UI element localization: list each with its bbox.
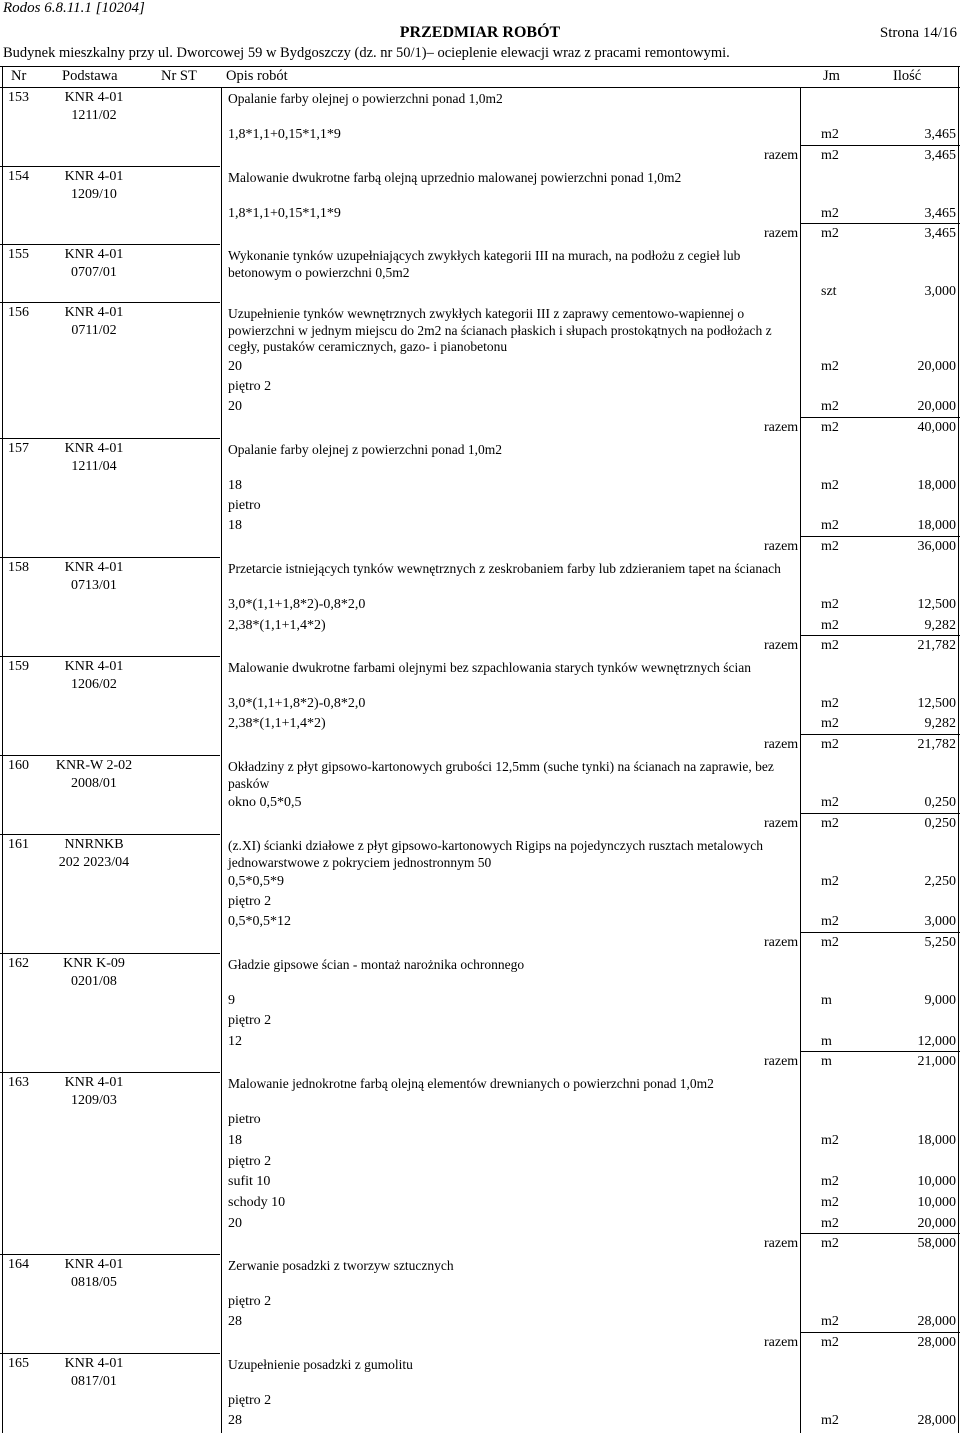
- total-label: razem: [764, 638, 799, 653]
- document-title: PRZEDMIAR ROBÓT: [399, 24, 561, 41]
- unit-value: m2: [821, 478, 839, 493]
- row-separator: [0, 1353, 220, 1354]
- calc-line: 18: [228, 1133, 242, 1148]
- unit-value: m: [821, 1054, 832, 1069]
- item-basis-code: KNR K-09: [63, 956, 125, 971]
- calc-line: 9: [228, 993, 235, 1008]
- unit-value: m2: [821, 1216, 839, 1231]
- unit-value: m: [821, 1034, 832, 1049]
- row-separator: [0, 834, 220, 835]
- row-separator: [0, 302, 220, 303]
- total-box-line: [800, 1051, 960, 1052]
- item-basis-number: 1209/10: [71, 187, 117, 202]
- quantity-value: 12,500: [917, 696, 956, 711]
- calc-line: piętro 2: [228, 1393, 272, 1408]
- total-label: razem: [764, 1236, 799, 1251]
- quantity-value: 10,000: [917, 1195, 956, 1210]
- total-label: razem: [764, 816, 799, 831]
- item-description: Opalanie farby olejnej z powierzchni ponad 1,0m2: [228, 442, 503, 457]
- unit-value: m2: [821, 539, 839, 554]
- unit-value: m2: [821, 1335, 839, 1350]
- calc-line: 18: [228, 518, 242, 533]
- item-basis-code: KNR 4-01: [64, 441, 124, 456]
- calc-line: 3,0*(1,1+1,8*2)-0,8*2,0: [228, 696, 366, 711]
- unit-value: m2: [821, 1314, 839, 1329]
- unit-value: m2: [821, 127, 839, 142]
- row-separator: [0, 1254, 220, 1255]
- calc-line: 2,38*(1,1+1,4*2): [228, 716, 326, 731]
- unit-value: m2: [821, 737, 839, 752]
- item-number: 165: [8, 1356, 29, 1371]
- item-description: Przetarcie istniejących tynków wewnętrznych z zeskrobaniem farby lub zdzieraniem tapet na ścianach: [228, 561, 781, 576]
- unit-value: m2: [821, 1236, 839, 1251]
- calc-line: piętro 2: [228, 379, 272, 394]
- item-basis-number: 2008/01: [71, 776, 117, 791]
- item-number: 154: [8, 169, 29, 184]
- unit-value: m2: [821, 226, 839, 241]
- item-number: 159: [8, 659, 29, 674]
- calc-line: pietro: [228, 1112, 261, 1127]
- item-number: 163: [8, 1075, 29, 1090]
- unit-value: m2: [821, 518, 839, 533]
- item-description: (z.XI) ścianki działowe z płyt gipsowo-kartonowych Rigips na pojedynczych rusztach metalowych jednowarstwowe z pokryciem jednostronnym 50: [228, 838, 763, 870]
- calc-line: 20: [228, 1216, 242, 1231]
- item-description: Wykonanie tynków uzupełniających zwykłych kategorii III na murach, na podłożu z cegieł lub betonowym o powierzchni 0,5m2: [228, 248, 741, 280]
- column-header-quantity: Ilość: [893, 68, 922, 84]
- column-header-basis: Podstawa: [62, 68, 118, 84]
- calc-line: 18: [228, 478, 242, 493]
- table-header-line-top: [0, 66, 960, 67]
- unit-value: m2: [821, 1174, 839, 1189]
- calc-line: sufit 10: [228, 1174, 271, 1189]
- total-box-line: [800, 734, 960, 735]
- column-divider: [221, 88, 222, 1433]
- quantity-value: 0,250: [924, 816, 956, 831]
- quantity-value: 21,782: [917, 638, 956, 653]
- calc-line: piętro 2: [228, 1154, 272, 1169]
- item-basis-code: KNR 4-01: [64, 1356, 124, 1371]
- item-number: 153: [8, 90, 29, 105]
- calc-line: 28: [228, 1413, 242, 1428]
- unit-value: szt: [821, 284, 837, 299]
- item-basis-code: KNR 4-01: [64, 1257, 124, 1272]
- total-box-line: [800, 635, 960, 636]
- column-header-unit: Jm: [823, 68, 840, 84]
- quantity-value: 9,282: [924, 618, 956, 633]
- unit-value: m2: [821, 420, 839, 435]
- item-basis-code: KNR 4-01: [64, 305, 124, 320]
- calc-line: piętro 2: [228, 1013, 272, 1028]
- total-label: razem: [764, 737, 799, 752]
- total-label: razem: [764, 539, 799, 554]
- program-version: Rodos 6.8.11.1 [10204]: [3, 0, 145, 16]
- item-description: Opalanie farby olejnej o powierzchni ponad 1,0m2: [228, 91, 503, 106]
- quantity-value: 28,000: [917, 1335, 956, 1350]
- unit-value: m2: [821, 399, 839, 414]
- unit-value: m2: [821, 795, 839, 810]
- calc-line: 0,5*0,5*9: [228, 874, 284, 889]
- row-separator: [0, 953, 220, 954]
- unit-value: m2: [821, 696, 839, 711]
- total-label: razem: [764, 1335, 799, 1350]
- column-divider: [2, 66, 3, 1433]
- item-basis-code: KNR-W 2-02: [55, 758, 133, 773]
- calc-line: schody 10: [228, 1195, 286, 1210]
- unit-value: m2: [821, 206, 839, 221]
- column-header-nr: Nr: [11, 68, 27, 84]
- item-number: 161: [8, 837, 29, 852]
- item-number: 162: [8, 956, 29, 971]
- calc-line: 20: [228, 399, 242, 414]
- total-box-line: [800, 1332, 960, 1333]
- table-header-line-bottom: [0, 87, 960, 88]
- item-basis-code: KNR 4-01: [64, 169, 124, 184]
- item-basis-code: KNR 4-01: [64, 1075, 124, 1090]
- item-number: 160: [8, 758, 29, 773]
- row-separator: [0, 557, 220, 558]
- row-separator: [0, 1072, 220, 1073]
- row-separator: [0, 755, 220, 756]
- unit-value: m2: [821, 1195, 839, 1210]
- quantity-value: 20,000: [917, 359, 956, 374]
- total-label: razem: [764, 148, 799, 163]
- item-description: Uzupełnienie posadzki z gumolitu: [228, 1357, 413, 1372]
- item-basis-number: 0818/05: [71, 1275, 117, 1290]
- quantity-value: 12,500: [917, 597, 956, 612]
- quantity-value: 3,465: [924, 206, 956, 221]
- item-basis-code: KNR 4-01: [64, 247, 124, 262]
- item-description: Malowanie dwukrotne farbami olejnymi bez szpachlowania starych tynków wewnętrznych ścian: [228, 660, 751, 675]
- item-basis-number: 0707/01: [71, 265, 117, 280]
- total-box-line: [800, 932, 960, 933]
- total-box-line: [800, 536, 960, 537]
- quantity-value: 5,250: [924, 935, 956, 950]
- item-number: 156: [8, 305, 29, 320]
- calc-line: 1,8*1,1+0,15*1,1*9: [228, 127, 341, 142]
- unit-value: m2: [821, 935, 839, 950]
- item-basis-number: 1209/03: [71, 1093, 117, 1108]
- project-name: Budynek mieszkalny przy ul. Dworcowej 59 w Bydgoszczy (dz. nr 50/1)– ocieplenie elewacji wraz z pracami remontowymi.: [3, 45, 730, 61]
- quantity-value: 18,000: [917, 518, 956, 533]
- item-number: 157: [8, 441, 29, 456]
- quantity-value: 12,000: [917, 1034, 956, 1049]
- quantity-value: 58,000: [917, 1236, 956, 1251]
- quantity-value: 21,782: [917, 737, 956, 752]
- quantity-value: 20,000: [917, 399, 956, 414]
- unit-value: m2: [821, 638, 839, 653]
- item-description: Gładzie gipsowe ścian - montaż narożnika ochronnego: [228, 957, 525, 972]
- total-box-line: [800, 417, 960, 418]
- unit-value: m2: [821, 148, 839, 163]
- item-description: Uzupełnienie tynków wewnętrznych zwykłych kategorii III z zaprawy cementowo-wapiennej o powierzchni w jednym miejscu do 2m2 na ścianach płaskich i słupach prostokątnych na podłożach z cegły, pustaków ceramicznych, gazo- i pianobetonu: [228, 306, 772, 354]
- quantity-value: 2,250: [924, 874, 956, 889]
- quantity-value: 36,000: [917, 539, 956, 554]
- unit-value: m2: [821, 716, 839, 731]
- calc-line: 2,38*(1,1+1,4*2): [228, 618, 326, 633]
- calc-line: 3,0*(1,1+1,8*2)-0,8*2,0: [228, 597, 366, 612]
- quantity-value: 20,000: [917, 1216, 956, 1231]
- item-basis-number: 1206/02: [71, 677, 117, 692]
- row-separator: [0, 244, 220, 245]
- item-basis-number: 0201/08: [71, 974, 117, 989]
- calc-line: 20: [228, 359, 242, 374]
- quantity-value: 40,000: [917, 420, 956, 435]
- quantity-value: 3,000: [924, 284, 956, 299]
- column-header-nrst: Nr ST: [161, 68, 197, 84]
- calc-line: 28: [228, 1314, 242, 1329]
- item-basis-code: KNR 4-01: [64, 659, 124, 674]
- unit-value: m2: [821, 1413, 839, 1428]
- column-divider: [958, 66, 959, 1433]
- item-basis-number: 1211/04: [71, 459, 117, 474]
- quantity-value: 10,000: [917, 1174, 956, 1189]
- page-number: Strona 14/16: [879, 25, 957, 41]
- unit-value: m2: [821, 618, 839, 633]
- item-description: Okładziny z płyt gipsowo-kartonowych grubości 12,5mm (suche tynki) na ścianach na zaprawie, bez pasków: [228, 759, 774, 791]
- column-header-description: Opis robót: [226, 68, 288, 84]
- quantity-value: 9,000: [924, 993, 956, 1008]
- calc-line: 1,8*1,1+0,15*1,1*9: [228, 206, 341, 221]
- item-basis-code: KNR 4-01: [64, 560, 124, 575]
- item-description: Malowanie dwukrotne farbą olejną uprzednio malowanej powierzchni ponad 1,0m2: [228, 170, 682, 185]
- row-separator: [0, 166, 220, 167]
- calc-line: 0,5*0,5*12: [228, 914, 291, 929]
- item-basis-code: NNRNKB: [64, 837, 124, 852]
- calc-line: piętro 2: [228, 1294, 272, 1309]
- item-basis-number: 0713/01: [71, 578, 117, 593]
- total-label: razem: [764, 226, 799, 241]
- quantity-value: 3,465: [924, 127, 956, 142]
- item-number: 155: [8, 247, 29, 262]
- item-number: 164: [8, 1257, 29, 1272]
- total-box-line: [800, 223, 960, 224]
- unit-value: m: [821, 993, 832, 1008]
- unit-value: m2: [821, 597, 839, 612]
- total-box-line: [800, 813, 960, 814]
- quantity-value: 3,000: [924, 914, 956, 929]
- quantity-value: 9,282: [924, 716, 956, 731]
- calc-line: pietro: [228, 498, 261, 513]
- calc-line: okno 0,5*0,5: [228, 795, 302, 810]
- calc-line: piętro 2: [228, 894, 272, 909]
- row-separator: [0, 656, 220, 657]
- quantity-value: 18,000: [917, 1133, 956, 1148]
- quantity-value: 18,000: [917, 478, 956, 493]
- quantity-value: 21,000: [917, 1054, 956, 1069]
- quantity-value: 3,465: [924, 226, 956, 241]
- item-basis-number: 1211/02: [71, 108, 117, 123]
- unit-value: m2: [821, 914, 839, 929]
- quantity-value: 0,250: [924, 795, 956, 810]
- row-separator: [0, 438, 220, 439]
- item-description: Malowanie jednokrotne farbą olejną elementów drewnianych o powierzchni ponad 1,0m2: [228, 1076, 714, 1091]
- quantity-value: 3,465: [924, 148, 956, 163]
- unit-value: m2: [821, 874, 839, 889]
- unit-value: m2: [821, 1133, 839, 1148]
- unit-value: m2: [821, 359, 839, 374]
- item-basis-number: 202 2023/04: [58, 855, 130, 870]
- quantity-value: 28,000: [917, 1314, 956, 1329]
- total-label: razem: [764, 935, 799, 950]
- unit-value: m2: [821, 816, 839, 831]
- column-divider: [800, 88, 801, 1433]
- calc-line: 12: [228, 1034, 242, 1049]
- total-label: razem: [764, 1054, 799, 1069]
- item-basis-number: 0711/02: [71, 323, 117, 338]
- total-label: razem: [764, 420, 799, 435]
- quantity-value: 28,000: [917, 1413, 956, 1428]
- item-number: 158: [8, 560, 29, 575]
- item-basis-number: 0817/01: [71, 1374, 117, 1389]
- item-description: Zerwanie posadzki z tworzyw sztucznych: [228, 1258, 454, 1273]
- total-box-line: [800, 145, 960, 146]
- total-box-line: [800, 1233, 960, 1234]
- item-basis-code: KNR 4-01: [64, 90, 124, 105]
